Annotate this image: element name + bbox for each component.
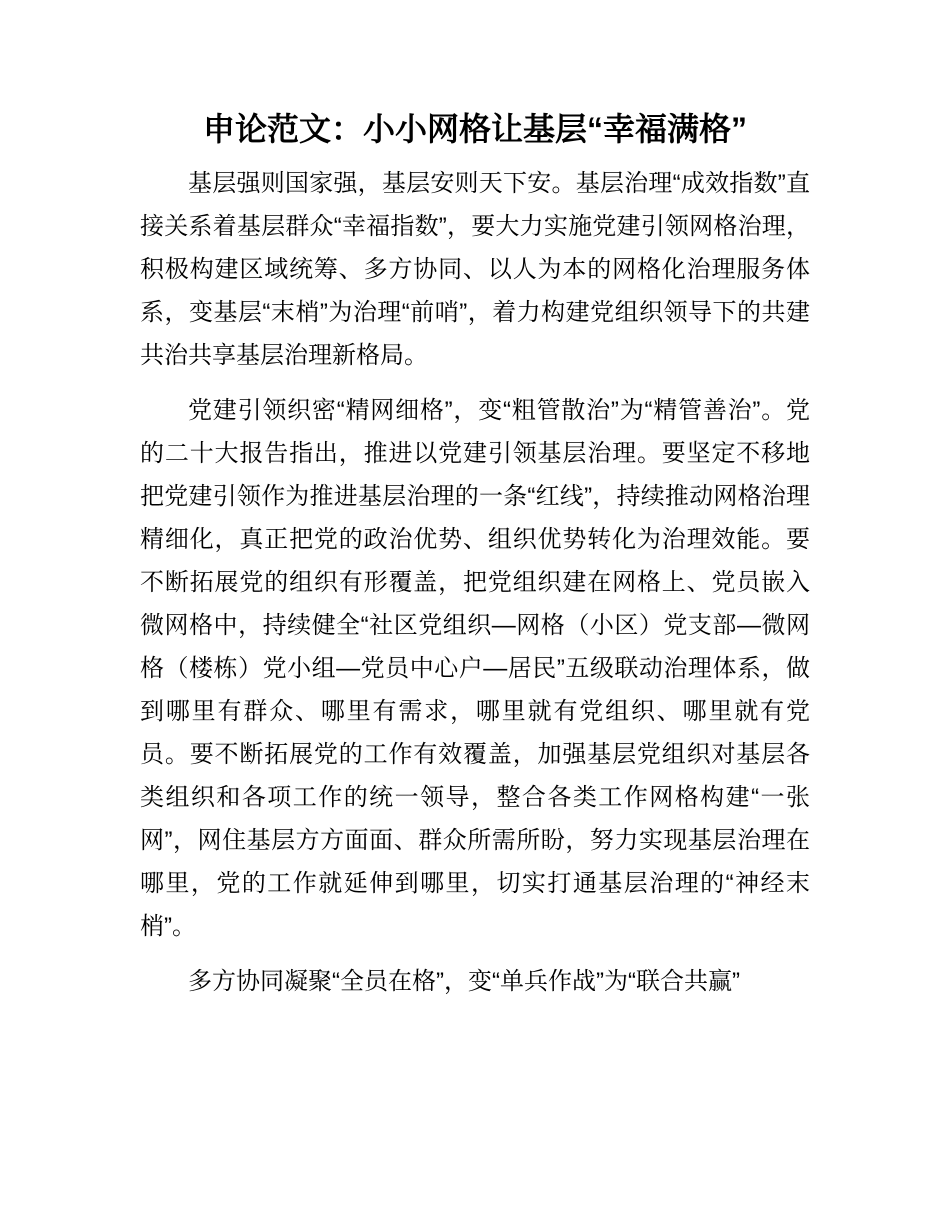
paragraph-2: 党建引领织密“精网细格”，变“粗管散治”为“精管善治”。党的二十大报告指出，推进以党建引领基层治理。要坚定不移地把党建引领作为推进基层治理的一条“红线”，持续推动网格治理精细化，真正把党的政治优势、组织优势转化为治理效能。要不断拓展党的组织有形覆盖，把党组织建在网格上、党员嵌入微网格中，持续健全“社区党组织—网格（小区）党支部—微网格（楼栋）党小组—党员中心户—居民”五级联动治理体系，做到哪里有群众、哪里有需求，哪里就有党组织、哪里就有党员。要不断拓展党的工作有效覆盖，加强基层党组织对基层各类组织和各项工作的统一领导，整合各类工作网格构建“一张网”，网住基层方方面面、群众所需所盼，努力实现基层治理在哪里，党的工作就延伸到哪里，切实打通基层治理的“神经末梢”。 <box>140 397 810 940</box>
document-title: 申论范文：小小网格让基层“幸福满格” <box>202 111 747 147</box>
paragraph-1: 基层强则国家强，基层安则天下安。基层治理“成效指数”直接关系着基层群众“幸福指数”，要大力实施党建引领网格治理，积极构建区域统筹、多方协同、以人为本的网格化治理服务体系，变基层“末梢”为治理“前哨”，着力构建党组织领导下的共建共治共享基层治理新格局。 <box>140 170 810 369</box>
paragraph-3: 多方协同凝聚“全员在格”，变“单兵作战”为“联合共赢” <box>188 968 740 995</box>
